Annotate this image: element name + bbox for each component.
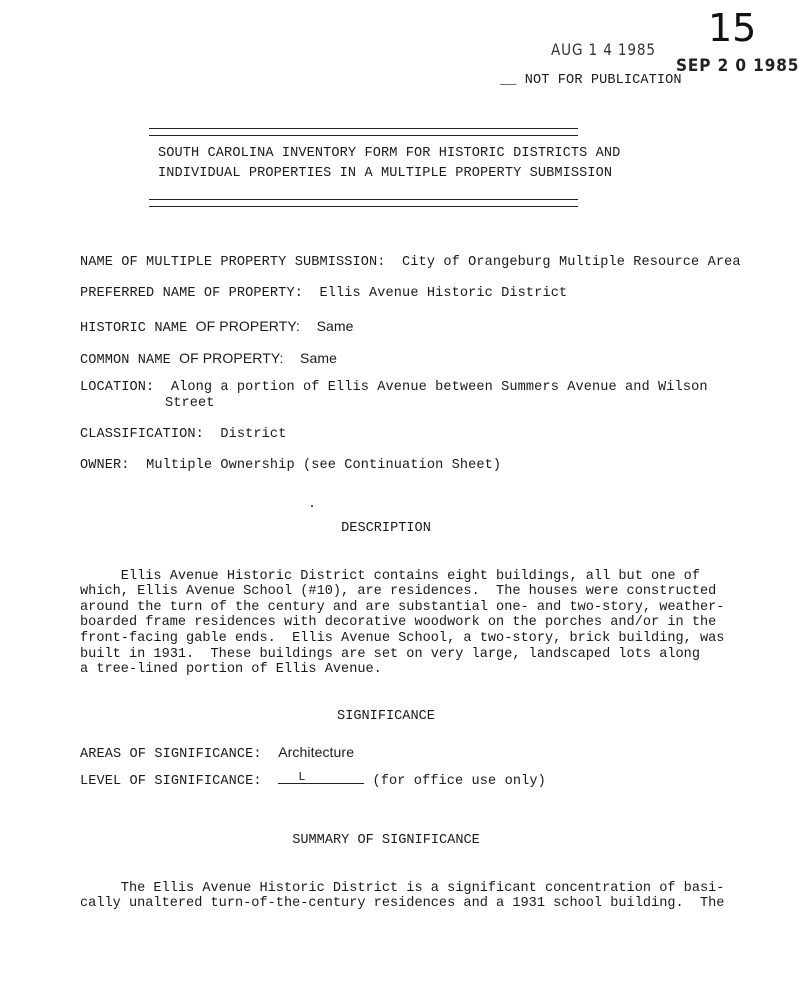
classification-value: District (220, 427, 287, 442)
historic-name-label: HISTORIC NAME (80, 321, 188, 336)
preferred-name-value: Ellis Avenue Historic District (319, 286, 568, 301)
summary-line: The Ellis Avenue Historic District is a significant concentration of basi- (80, 880, 725, 896)
owner-label: OWNER: (80, 458, 130, 473)
summary-line: cally unaltered turn-of-the-century residences and a 1931 school building. The (80, 896, 725, 912)
submission-name-field (80, 255, 741, 270)
submission-name-value: City of Orangeburg Multiple Resource Area (402, 255, 741, 270)
description-line: around the turn of the century and are substantial one- and two-story, weather- (80, 599, 725, 615)
level-of-significance-blank (278, 771, 364, 784)
description-line: built in 1931. These buildings are set on very large, landscaped lots along (80, 646, 700, 662)
form-title-line1: SOUTH CAROLINA INVENTORY FORM FOR HISTORIC DISTRICTS AND (158, 146, 621, 161)
common-name-value: Same (300, 350, 338, 366)
owner-field (80, 458, 501, 473)
summary-heading: SUMMARY OF SIGNIFICANCE (292, 833, 480, 848)
description-line: front-facing gable ends. Ellis Avenue School, a two-story, brick building, was (80, 630, 725, 646)
description-line: boarded frame residences with decorative woodwork on the porches and/or in the (80, 615, 717, 631)
location-value-line2: Street (165, 396, 215, 411)
description-line: Ellis Avenue Historic District contains eight buildings, all but one of (80, 568, 700, 584)
received-date-stamp: AUG 1 4 1985 (551, 40, 656, 59)
common-name-label-suffix: OF PROPERTY: (179, 350, 284, 366)
level-of-significance-field (80, 771, 546, 789)
description-line: a tree-lined portion of Ellis Avenue. (80, 662, 382, 678)
common-name-field (80, 350, 337, 368)
common-name-label: COMMON NAME (80, 353, 171, 368)
areas-of-significance-value: Architecture (278, 744, 355, 760)
areas-of-significance-field (80, 744, 354, 762)
historic-name-value: Same (316, 318, 354, 334)
classification-field (80, 427, 286, 442)
not-for-publication: __ NOT FOR PUBLICATION (500, 73, 682, 88)
level-of-significance-value: L (298, 770, 306, 784)
description-line: which, Ellis Avenue School (#10), are residences. The houses were constructed (80, 584, 717, 600)
level-of-significance-note: (for office use only) (372, 774, 546, 789)
title-rule-top-2 (149, 135, 578, 136)
summary-body (80, 865, 725, 912)
form-title-line2: INDIVIDUAL PROPERTIES IN A MULTIPLE PROPERTY SUBMISSION (158, 166, 613, 181)
title-rule-top-1 (149, 128, 578, 129)
level-of-significance-label: LEVEL OF SIGNIFICANCE: (80, 774, 262, 789)
location-field (80, 380, 708, 395)
page-number-stamp: 15 (708, 6, 757, 50)
title-rule-bottom-1 (149, 199, 578, 200)
areas-of-significance-label: AREAS OF SIGNIFICANCE: (80, 747, 262, 762)
owner-value: Multiple Ownership (see Continuation Sheet) (146, 458, 502, 473)
location-value-line1: Along a portion of Ellis Avenue between Summers Avenue and Wilson (170, 380, 708, 395)
historic-name-field (80, 318, 354, 336)
submission-name-label: NAME OF MULTIPLE PROPERTY SUBMISSION: (80, 255, 386, 270)
second-date-stamp: SEP 2 0 1985 (676, 56, 799, 76)
significance-heading: SIGNIFICANCE (337, 709, 435, 724)
preferred-name-label: PREFERRED NAME OF PROPERTY: (80, 286, 303, 301)
historic-name-label-suffix: OF PROPERTY: (195, 318, 301, 334)
title-rule-bottom-2 (149, 206, 578, 207)
classification-label: CLASSIFICATION: (80, 427, 204, 442)
description-body (80, 553, 725, 678)
stray-mark (311, 505, 313, 507)
description-heading: DESCRIPTION (341, 521, 431, 536)
location-label: LOCATION: (80, 380, 155, 395)
preferred-name-field (80, 286, 567, 301)
